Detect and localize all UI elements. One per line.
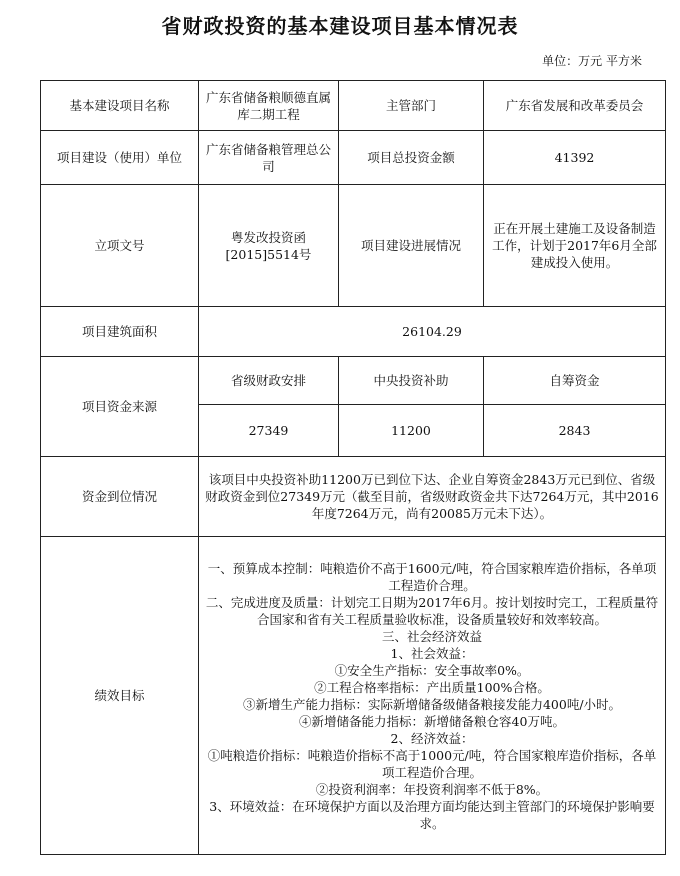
perf-line: ②工程合格率指标：产出质量100%合格。	[314, 679, 550, 695]
approval-number-value	[199, 185, 339, 307]
table-row	[41, 457, 666, 537]
table-row	[41, 307, 666, 357]
perf-line: ②投资利润率：年投资利润率不低于8%。	[315, 781, 549, 797]
fund-provincial-value: 27349	[199, 405, 339, 457]
fund-central-value: 11200	[339, 405, 484, 457]
perf-line: 3、环境效益：在环境保护方面以及治理方面均能达到主管部门的环境保护影响要求。	[209, 798, 655, 831]
dept-label: 主管部门	[339, 81, 484, 131]
fund-source-label: 项目资金来源	[41, 357, 199, 457]
perf-line: 2、经济效益：	[390, 730, 474, 746]
perf-line: 二、完成进度及质量：计划完工日期为2017年6月。按计划按时完工，工程质量符合国家和省有关工程质量验收标准，设备质量较好和效率较高。	[205, 594, 659, 627]
performance-goal-content	[199, 537, 666, 855]
perf-line: ③新增生产能力指标：实际新增储备级储备粮接发能力400吨/小时。	[242, 696, 622, 712]
performance-goal-label: 绩效目标	[41, 537, 199, 855]
fund-arrival-label: 资金到位情况	[41, 457, 199, 537]
fund-self-header: 自筹资金	[484, 357, 666, 405]
table-row	[41, 131, 666, 185]
table-row	[41, 185, 666, 307]
project-name-label: 基本建设项目名称	[41, 81, 199, 131]
unit-note: 单位：万元 平方米	[542, 54, 642, 68]
project-info-table	[40, 80, 666, 855]
project-name-value: 广东省储备粮顺德直属库二期工程	[199, 81, 339, 131]
fund-self-value: 2843	[484, 405, 666, 457]
approval-number-line-2: [2015]5514号	[225, 246, 312, 262]
perf-line: ④新增储备能力指标：新增储备粮仓容40万吨。	[299, 713, 565, 729]
fund-central-header: 中央投资补助	[339, 357, 484, 405]
perf-line: 三、社会经济效益	[381, 628, 482, 644]
progress-value: 正在开展土建施工及设备制造工作，计划于2017年6月全部建成投入使用。	[484, 185, 666, 307]
progress-label: 项目建设进展情况	[339, 185, 484, 307]
total-investment-value: 41392	[484, 131, 666, 185]
page-title: 省财政投资的基本建设项目基本情况表	[161, 14, 519, 38]
table-row	[41, 81, 666, 131]
approval-number-line-1: 粤发改投资函	[230, 229, 306, 245]
table-row	[41, 357, 666, 405]
building-area-value: 26104.29	[199, 307, 666, 357]
building-area-label: 项目建筑面积	[41, 307, 199, 357]
approval-number-label: 立项文号	[41, 185, 199, 307]
total-investment-label: 项目总投资金额	[339, 131, 484, 185]
fund-provincial-header: 省级财政安排	[199, 357, 339, 405]
perf-line: 1、社会效益：	[390, 645, 474, 661]
dept-value: 广东省发展和改革委员会	[484, 81, 666, 131]
perf-line: ①安全生产指标：安全事故率0%。	[334, 662, 530, 678]
fund-arrival-value: 该项目中央投资补助11200万已到位下达、企业自筹资金2843万元已到位、省级财政资金到位27349万元（截至目前，省级财政资金共下达7264万元，其中2016年度7264万元，尚有20085万元未下达）。	[199, 457, 666, 537]
construction-unit-label: 项目建设（使用）单位	[41, 131, 199, 185]
table-row	[41, 537, 666, 855]
construction-unit-value: 广东省储备粮管理总公司	[199, 131, 339, 185]
perf-line: 一、预算成本控制：吨粮造价不高于1600元/吨，符合国家粮库造价指标，各单项工程造价合理。	[207, 560, 657, 593]
perf-line: ①吨粮造价指标：吨粮造价指标不高于1000元/吨，符合国家粮库造价指标，各单项工程造价合理。	[207, 747, 657, 780]
